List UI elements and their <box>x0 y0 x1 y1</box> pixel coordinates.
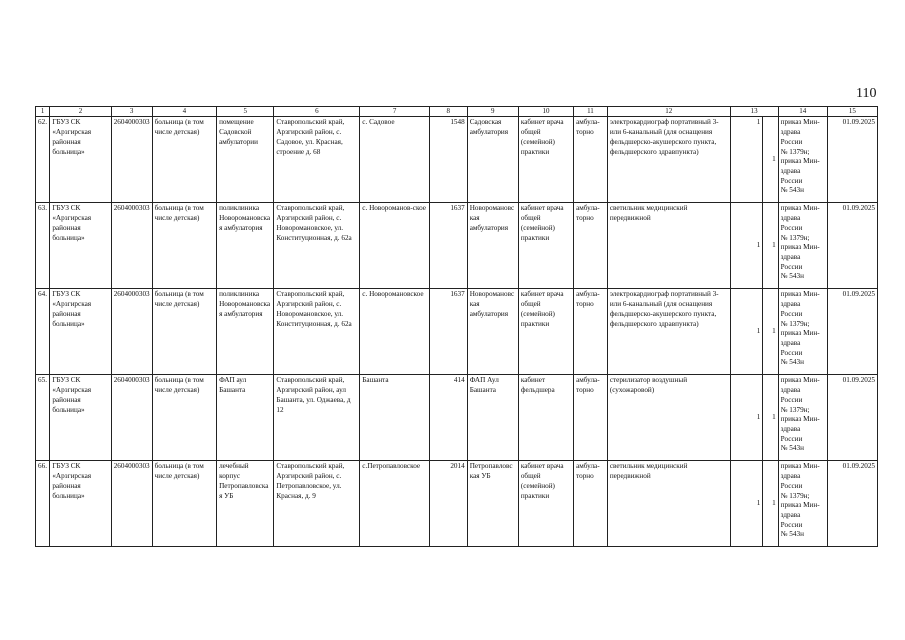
quantity-required: 1 <box>730 375 763 461</box>
population: 414 <box>429 375 467 461</box>
legal-basis-line: приказ Мин- <box>780 204 820 213</box>
equipment-table <box>35 106 878 547</box>
quantity-available: 1 <box>763 203 778 289</box>
legal-basis-line: России <box>780 434 803 443</box>
unit-name: помещение Садовской амбулатории <box>217 117 274 203</box>
legal-basis-line: России <box>780 348 803 357</box>
col-header: 9 <box>467 107 518 117</box>
deadline-date: 01.09.2025 <box>827 461 877 547</box>
legal-basis <box>778 203 827 289</box>
subdivision-name: ФАП Аул Башанта <box>467 375 518 461</box>
room-name: кабинет фельдшера <box>518 375 573 461</box>
unit-name: лечебный корпус Петропавловская УБ <box>217 461 274 547</box>
legal-basis-line: здрава <box>780 300 801 309</box>
col-header: 10 <box>518 107 573 117</box>
legal-basis-line: № 1379н; <box>780 147 810 156</box>
legal-basis-line: России <box>780 309 803 318</box>
col-header: 3 <box>111 107 152 117</box>
legal-basis-line: здрава <box>780 167 801 176</box>
address: Ставропольский край, Арзгирский район, с. Новоромановское, ул. Конституционная, д. 62а <box>274 203 360 289</box>
subdivision-name: Новоромановская амбулатория <box>467 289 518 375</box>
subdivision-name: Садовская амбулатория <box>467 117 518 203</box>
table-row <box>36 117 878 203</box>
col-header: 13 <box>730 107 778 117</box>
legal-basis-line: № 1379н; <box>780 405 810 414</box>
legal-basis-line: № 543н <box>780 272 804 281</box>
legal-basis-line: № 543н <box>780 186 804 195</box>
legal-basis-line: здрава <box>780 253 801 262</box>
legal-basis <box>778 375 827 461</box>
legal-basis-line: здрава <box>780 386 801 395</box>
legal-basis-line: № 1379н; <box>780 233 810 242</box>
legal-basis-line: здрава <box>780 128 801 137</box>
equipment-name: светильник медицинский передвижной <box>607 203 730 289</box>
care-mode: амбула-торно <box>574 375 608 461</box>
population: 1548 <box>429 117 467 203</box>
legal-basis-line: приказ Мин- <box>780 501 820 510</box>
deadline-date: 01.09.2025 <box>827 203 877 289</box>
address: Ставропольский край, Арзгирский район, аул Башанта, ул. Оджаева, д 12 <box>274 375 360 461</box>
room-name: кабинет врача общей (семейной) практики <box>518 117 573 203</box>
legal-basis-line: приказ Мин- <box>780 243 820 252</box>
legal-basis-line: здрава <box>780 339 801 348</box>
organization-name: ГБУЗ СК «Арзгирская районная больница» <box>50 375 111 461</box>
table-row <box>36 461 878 547</box>
row-number: 66. <box>36 461 50 547</box>
inn-code: 2604000303 <box>111 375 152 461</box>
address: Ставропольский край, Арзгирский район, с. Новоромановское, ул. Конституционная, д. 62а <box>274 289 360 375</box>
equipment-name: светильник медицинский передвижной <box>607 461 730 547</box>
col-header: 15 <box>827 107 877 117</box>
legal-basis-line: № 543н <box>780 358 804 367</box>
equipment-name: электрокардиограф портативный 3- или 6-канальный (для оснащения фельдшерско-акушерского пункта, фельдшерского здравпункта) <box>607 289 730 375</box>
quantity-available: 1 <box>763 375 778 461</box>
deadline-date: 01.09.2025 <box>827 375 877 461</box>
organization-name: ГБУЗ СК «Арзгирская районная больница» <box>50 289 111 375</box>
population: 1637 <box>429 203 467 289</box>
room-name: кабинет врача общей (семейной) практики <box>518 289 573 375</box>
room-name: кабинет врача общей (семейной) практики <box>518 461 573 547</box>
organization-name: ГБУЗ СК «Арзгирская районная больница» <box>50 203 111 289</box>
col-header: 1 <box>36 107 50 117</box>
legal-basis-line: здрава <box>780 472 801 481</box>
legal-basis-line: России <box>780 176 803 185</box>
table-row <box>36 375 878 461</box>
legal-basis-line: здрава <box>780 425 801 434</box>
table-row <box>36 289 878 375</box>
locality: с. Садовое <box>360 117 430 203</box>
locality: с. Новоромановское <box>360 289 430 375</box>
col-header: 5 <box>217 107 274 117</box>
legal-basis-line: России <box>780 395 803 404</box>
legal-basis-line: России <box>780 137 803 146</box>
legal-basis-line: здрава <box>780 214 801 223</box>
care-mode: амбула-торно <box>574 461 608 547</box>
col-header: 2 <box>50 107 111 117</box>
legal-basis-line: России <box>780 262 803 271</box>
quantity-required: 1 <box>730 203 763 289</box>
institution-type: больница (в том числе детская) <box>152 461 216 547</box>
organization-name: ГБУЗ СК «Арзгирская районная больница» <box>50 117 111 203</box>
address: Ставропольский край, Арзгирский район, с. Петропавловское, ул. Красная, д. 9 <box>274 461 360 547</box>
quantity-required: 1 <box>730 461 763 547</box>
legal-basis-line: № 543н <box>780 444 804 453</box>
table-row <box>36 203 878 289</box>
legal-basis-line: приказ Мин- <box>780 415 820 424</box>
row-number: 63. <box>36 203 50 289</box>
col-header: 7 <box>360 107 430 117</box>
institution-type: больница (в том числе детская) <box>152 203 216 289</box>
page-number: 110 <box>856 86 877 101</box>
address: Ставропольский край, Арзгирский район, с. Садовое, ул. Красная, строение д. 68 <box>274 117 360 203</box>
legal-basis-line: приказ Мин- <box>780 118 820 127</box>
legal-basis-line: № 1379н; <box>780 319 810 328</box>
legal-basis-line: приказ Мин- <box>780 376 820 385</box>
legal-basis-line: здрава <box>780 511 801 520</box>
locality: с. Новороманов-ское <box>360 203 430 289</box>
legal-basis-line: приказ Мин- <box>780 290 820 299</box>
locality: с.Петропавловское <box>360 461 430 547</box>
legal-basis <box>778 117 827 203</box>
legal-basis-line: приказ Мин- <box>780 157 820 166</box>
population: 2014 <box>429 461 467 547</box>
legal-basis-line: № 1379н; <box>780 491 810 500</box>
legal-basis-line: России <box>780 223 803 232</box>
care-mode: амбула-торно <box>574 117 608 203</box>
inn-code: 2604000303 <box>111 117 152 203</box>
col-header: 12 <box>607 107 730 117</box>
organization-name: ГБУЗ СК «Арзгирская районная больница» <box>50 461 111 547</box>
col-header: 11 <box>574 107 608 117</box>
col-header: 14 <box>778 107 827 117</box>
row-number: 62. <box>36 117 50 203</box>
unit-name: ФАП аул Башанта <box>217 375 274 461</box>
population: 1637 <box>429 289 467 375</box>
locality: Башанта <box>360 375 430 461</box>
institution-type: больница (в том числе детская) <box>152 375 216 461</box>
care-mode: амбула-торно <box>574 203 608 289</box>
quantity-available: 1 <box>763 461 778 547</box>
subdivision-name: Новоромановская амбулатория <box>467 203 518 289</box>
quantity-available: 1 <box>763 289 778 375</box>
inn-code: 2604000303 <box>111 289 152 375</box>
row-number: 64. <box>36 289 50 375</box>
quantity-available: 1 <box>763 117 778 203</box>
subdivision-name: Петропавловская УБ <box>467 461 518 547</box>
legal-basis-line: приказ Мин- <box>780 329 820 338</box>
col-header: 4 <box>152 107 216 117</box>
institution-type: больница (в том числе детская) <box>152 117 216 203</box>
legal-basis-line: № 543н <box>780 530 804 539</box>
inn-code: 2604000303 <box>111 203 152 289</box>
unit-name: поликлиника Новоромановская амбулатория <box>217 203 274 289</box>
quantity-required: 1 <box>730 289 763 375</box>
header-row <box>36 107 878 117</box>
quantity-required: 1 <box>730 117 763 203</box>
inn-code: 2604000303 <box>111 461 152 547</box>
col-header: 6 <box>274 107 360 117</box>
equipment-name: стерилизатор воздушный (сухожаровой) <box>607 375 730 461</box>
deadline-date: 01.09.2025 <box>827 289 877 375</box>
row-number: 65. <box>36 375 50 461</box>
legal-basis <box>778 289 827 375</box>
care-mode: амбула-торно <box>574 289 608 375</box>
room-name: кабинет врача общей (семейной) практики <box>518 203 573 289</box>
legal-basis-line: России <box>780 520 803 529</box>
deadline-date: 01.09.2025 <box>827 117 877 203</box>
legal-basis-line: России <box>780 481 803 490</box>
institution-type: больница (в том числе детская) <box>152 289 216 375</box>
legal-basis <box>778 461 827 547</box>
legal-basis-line: приказ Мин- <box>780 462 820 471</box>
unit-name: поликлиника Новоромановская амбулатория <box>217 289 274 375</box>
equipment-name: электрокардиограф портативный 3- или 6-канальный (для оснащения фельдшерско-акушерского пункта, фельдшерского здравпункта) <box>607 117 730 203</box>
col-header: 8 <box>429 107 467 117</box>
